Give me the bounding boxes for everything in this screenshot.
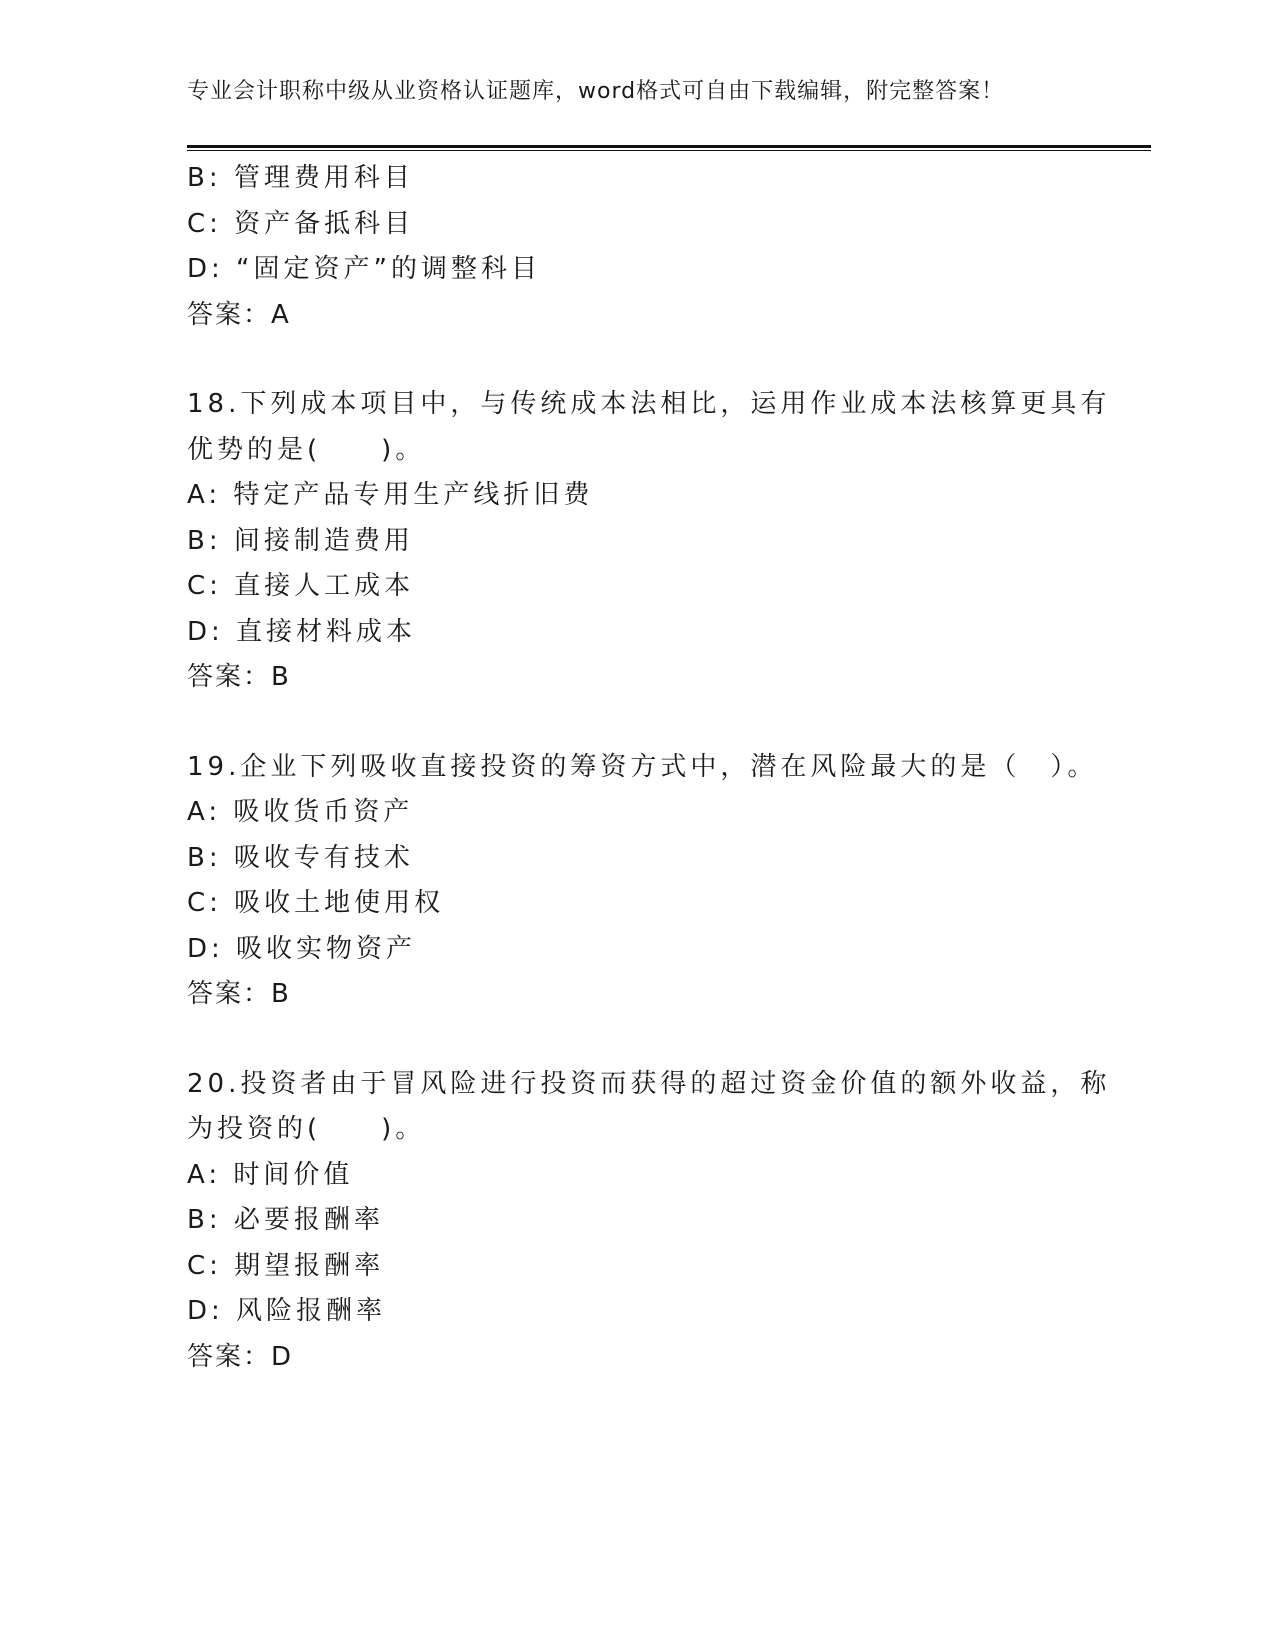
spacer bbox=[187, 1018, 1087, 1062]
answer: 答案：B bbox=[187, 979, 291, 1009]
question-19 bbox=[187, 745, 1098, 1018]
option-d: D: 吸收实物资产 bbox=[187, 933, 417, 964]
spacer bbox=[187, 701, 1087, 745]
option-d: D: 直接材料成本 bbox=[187, 616, 417, 647]
question-stem: 19.企业下列吸收直接投资的筹资方式中，潜在风险最大的是（ ）。 bbox=[187, 751, 1098, 782]
question-18 bbox=[187, 382, 1111, 701]
answer: 答案：A bbox=[187, 299, 291, 330]
option-c: C: 吸收土地使用权 bbox=[187, 888, 445, 918]
option-c: C: 期望报酬率 bbox=[187, 1250, 385, 1281]
option-a: A: 时间价值 bbox=[187, 1159, 354, 1190]
question-stem-continued: 优势的是( )。 bbox=[187, 434, 426, 465]
question-stem: 18.下列成本项目中，与传统成本法相比，运用作业成本法核算更具有 bbox=[187, 389, 1111, 419]
option-c: C: 资产备抵科目 bbox=[187, 208, 415, 239]
header-rule-thick bbox=[187, 145, 1151, 148]
option-a: A: 特定产品专用生产线折旧费 bbox=[187, 480, 594, 510]
header-rule-thin bbox=[187, 150, 1151, 151]
option-d: D: “固定资产”的调整科目 bbox=[187, 254, 541, 284]
spacer bbox=[187, 338, 1087, 382]
page-header: 专业会计职称中级从业资格认证题库，word格式可自由下载编辑，附完整答案！ bbox=[187, 79, 1005, 104]
option-b: B: 管理费用科目 bbox=[187, 163, 414, 193]
carryover-block bbox=[187, 156, 1087, 338]
option-b: B: 必要报酬率 bbox=[187, 1205, 384, 1235]
option-d: D: 风险报酬率 bbox=[187, 1296, 387, 1326]
answer: 答案：B bbox=[187, 662, 291, 692]
option-c: C: 直接人工成本 bbox=[187, 571, 415, 601]
question-stem-continued: 为投资的( )。 bbox=[187, 1114, 426, 1144]
option-a: A: 吸收货币资产 bbox=[187, 797, 414, 827]
answer: 答案：D bbox=[187, 1341, 294, 1372]
question-stem: 20.投资者由于冒风险进行投资而获得的超过资金价值的额外收益，称 bbox=[187, 1068, 1111, 1099]
option-b: B: 吸收专有技术 bbox=[187, 842, 414, 873]
question-content bbox=[187, 156, 1111, 1380]
question-20 bbox=[187, 1062, 1111, 1381]
option-b: B: 间接制造费用 bbox=[187, 525, 414, 556]
